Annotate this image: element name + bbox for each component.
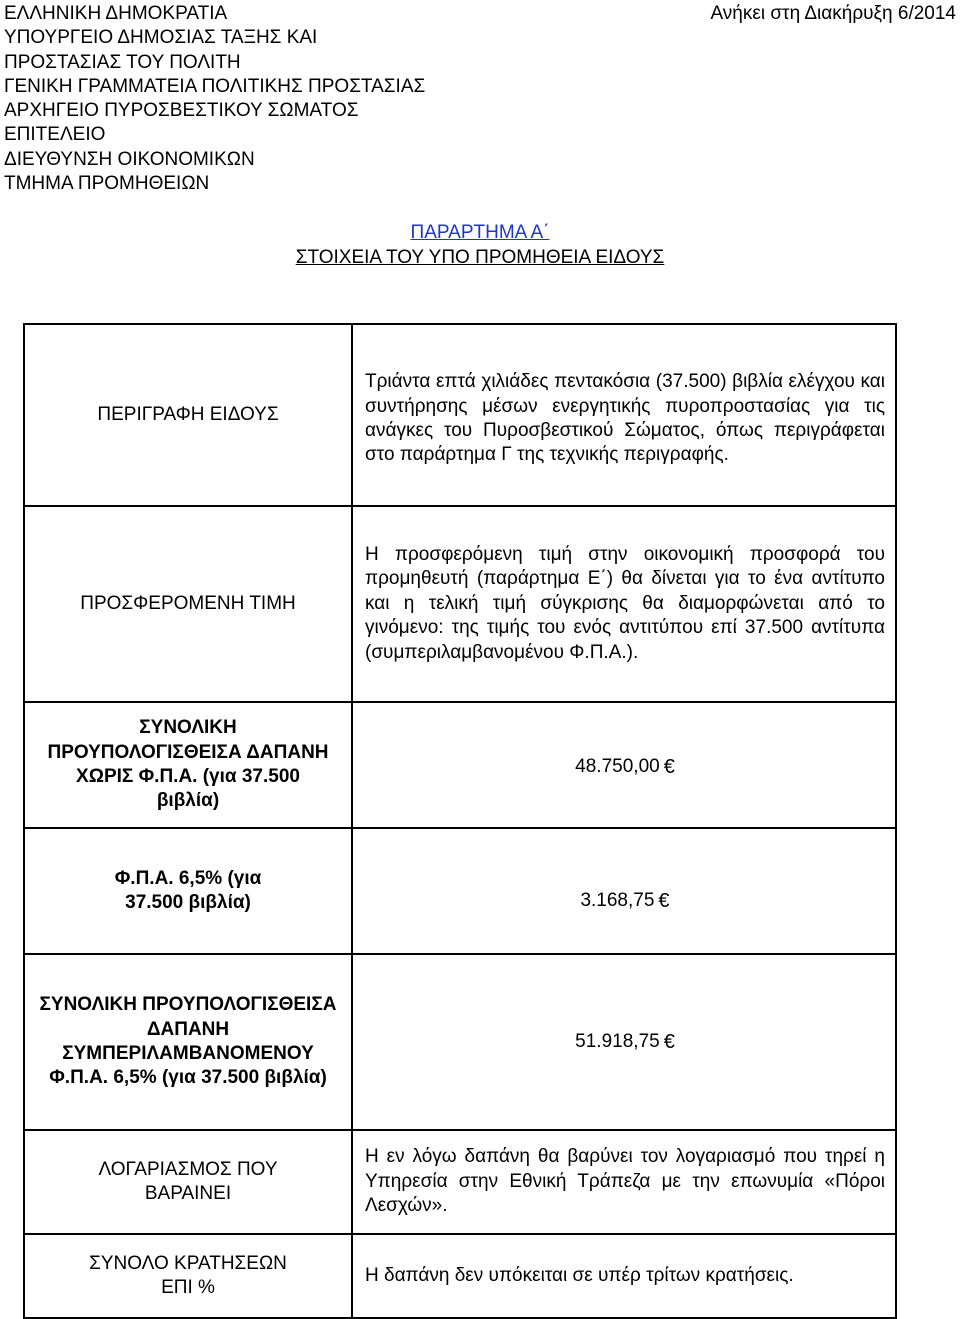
header-line: ΤΜΗΜΑ ΠΡΟΜΗΘΕΙΩΝ — [4, 173, 210, 195]
header-line: ΠΡΟΣΤΑΣΙΑΣ ΤΟΥ ΠΟΛΙΤΗ — [4, 51, 241, 73]
total-incl-value: 51.918,75 — [575, 1030, 660, 1052]
total-excl-cell — [353, 703, 895, 827]
row-total-excl-vat — [23, 701, 897, 829]
withholding-text: Η δαπάνη δεν υπόκειται σε υπέρ τρίτων κρατήσεις. — [365, 1264, 794, 1286]
vat-cell — [353, 829, 895, 953]
header-line: ΕΠΙΤΕΛΕΙΟ — [4, 124, 106, 146]
euro-sign: € — [663, 1030, 675, 1053]
description-cell — [353, 325, 895, 505]
header-line: ΔΙΕΥΘΥΝΣΗ ΟΙΚΟΝΟΜΙΚΩΝ — [4, 148, 255, 170]
vat-label: Φ.Π.Α. 6,5% (για 37.500 βιβλία) — [25, 829, 353, 953]
header-line: ΑΡΧΗΓΕΙΟ ΠΥΡΟΣΒΕΣΤΙΚΟΥ ΣΩΜΑΤΟΣ — [4, 100, 359, 122]
account-cell — [353, 1131, 895, 1233]
header-line: ΥΠΟΥΡΓΕΙΟ ΔΗΜΟΣΙΑΣ ΤΑΞΗΣ ΚΑΙ — [4, 27, 318, 49]
account-label: ΛΟΓΑΡΙΑΣΜΟΣ ΠΟΥ ΒΑΡΑΙΝΕΙ — [25, 1131, 353, 1233]
price-label: ΠΡΟΣΦΕΡΟΜΕΝΗ ΤΙΜΗ — [25, 507, 353, 701]
row-offered-price — [23, 505, 897, 703]
header-line: ΕΛΛΗΝΙΚΗ ΔΗΜΟΚΡΑΤΙΑ — [4, 3, 228, 24]
row-total-incl-vat — [23, 953, 897, 1131]
withholding-cell — [353, 1235, 895, 1317]
description-label: ΠΕΡΙΓΡΑΦΗ ΕΙΔΟΥΣ — [25, 325, 353, 505]
issuer-header — [4, 2, 425, 196]
account-text: Η εν λόγω δαπάνη θα βαρύνει τον λογαριασμό που τηρεί η Υπηρεσία στην Εθνική Τράπεζα με την επωνυμία «Πόροι Λεσχών». — [365, 1146, 885, 1217]
price-cell — [353, 507, 895, 701]
description-text: Τριάντα επτά χιλιάδες πεντακόσια (37.500) βιβλία ελέγχου και συντήρησης μέσων ενεργητικής πυροπροστασίας για τις ανάγκες του Πυροσβεστικού Σώματος, όπως περιγράφεται στο παράρτημα Γ της τεχνικής περιγραφής. — [365, 371, 885, 466]
total-excl-value: 48.750,00 — [575, 755, 660, 777]
row-account — [23, 1129, 897, 1235]
annex-subtitle: ΣΤΟΙΧΕΙΑ ΤΟΥ ΥΠΟ ΠΡΟΜΗΘΕΙΑ ΕΙΔΟΥΣ — [295, 247, 665, 268]
row-description — [23, 323, 897, 507]
annex-title: ΠΑΡΑΡΤΗΜΑ Α΄ — [410, 222, 550, 243]
title-block — [0, 220, 960, 270]
total-incl-label: ΣΥΝΟΛΙΚΗ ΠΡΟΥΠΟΛΟΓΙΣΘΕΙΣΑ ΔΑΠΑΝΗ ΣΥΜΠΕΡΙΛΑΜΒΑΝΟΜΕΝΟΥ Φ.Π.Α. 6,5% (για 37.500 βιβλία) — [25, 955, 353, 1129]
header-line: ΓΕΝΙΚΗ ΓΡΑΜΜΑΤΕΙΑ ΠΟΛΙΤΙΚΗΣ ΠΡΟΣΤΑΣΙΑΣ — [4, 75, 426, 97]
euro-sign: € — [658, 889, 670, 912]
total-excl-label: ΣΥΝΟΛΙΚΗ ΠΡΟΥΠΟΛΟΓΙΣΘΕΙΣΑ ΔΑΠΑΝΗ ΧΩΡΙΣ Φ.Π.Α. (για 37.500 βιβλία) — [25, 703, 353, 827]
price-text: Η προσφερόμενη τιμή στην οικονομική προσφορά του προμηθευτή (παράρτημα Ε΄) θα δίνεται για το ένα αντίτυπο και η τελική τιμή σύγκρισης θα διαμορφώνεται από το γινόμενο: της τιμής του ενός αντιτύπου επί 37.500 αντίτυπα (συμπεριλαμβανομένου Φ.Π.Α.). — [365, 543, 885, 663]
row-vat — [23, 827, 897, 955]
total-incl-cell — [353, 955, 895, 1129]
euro-sign: € — [663, 755, 675, 778]
vat-value: 3.168,75 — [580, 889, 655, 911]
row-withholdings — [23, 1233, 897, 1319]
tender-reference: Ανήκει στη Διακήρυξη 6/2014 — [710, 3, 956, 24]
withholding-label: ΣΥΝΟΛΟ ΚΡΑΤΗΣΕΩΝ ΕΠΙ % — [25, 1235, 353, 1317]
